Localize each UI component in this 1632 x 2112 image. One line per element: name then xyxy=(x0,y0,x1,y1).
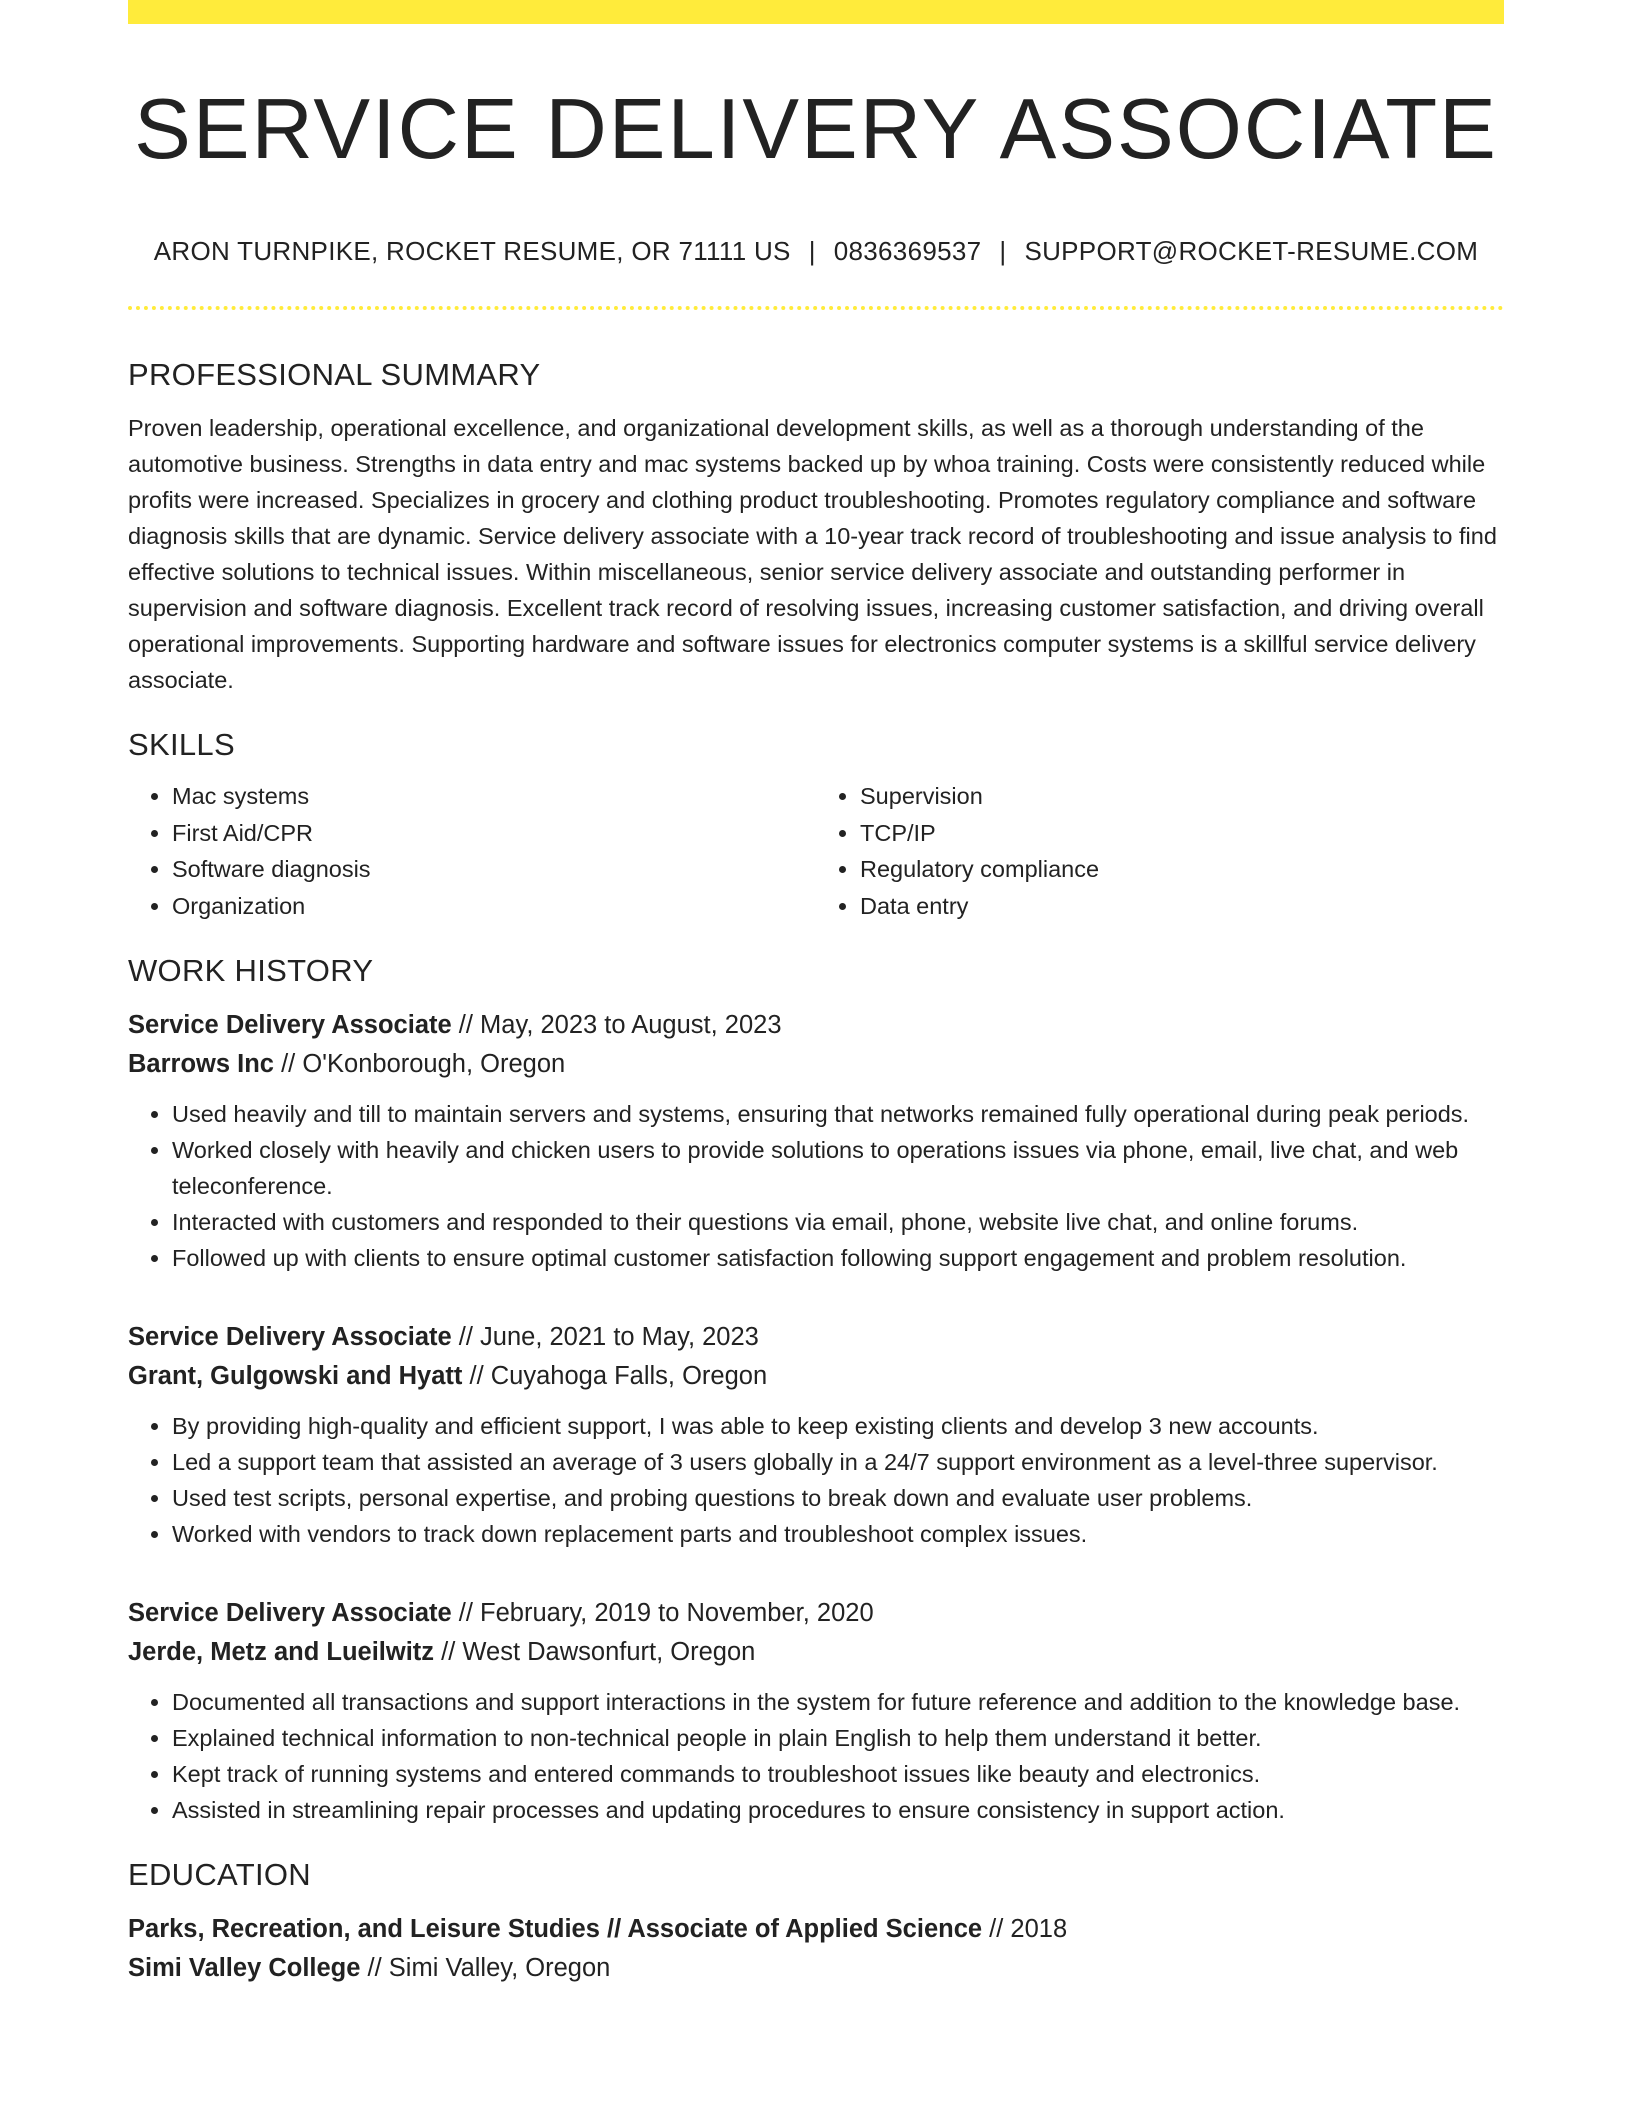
skill-item: • TCP/IP xyxy=(860,815,1504,852)
job-bullets xyxy=(128,1096,1504,1276)
resume-body xyxy=(128,350,1504,1988)
job-entry xyxy=(128,1006,1504,1276)
job-title: Service Delivery Associate xyxy=(128,1011,452,1039)
job-company-line xyxy=(128,1045,1504,1084)
job-title-line xyxy=(128,1006,1504,1045)
job-bullet: • Documented all transactions and support interactions in the system for future reference and addition to the knowledge base. xyxy=(172,1684,1504,1720)
education-entry xyxy=(128,1910,1504,1988)
contact-phone: 0836369537 xyxy=(833,236,982,266)
page-title: SERVICE DELIVERY ASSOCIATE xyxy=(134,82,1498,177)
job-dates: // February, 2019 to November, 2020 xyxy=(458,1599,874,1627)
summary-heading: PROFESSIONAL SUMMARY xyxy=(128,357,541,392)
job-title-line xyxy=(128,1594,1504,1633)
education-degree-line xyxy=(128,1910,1504,1949)
job-bullet: • By providing high-quality and efficient support, I was able to keep existing clients and develop 3 new accounts. xyxy=(172,1408,1504,1444)
contact-separator: | xyxy=(808,236,816,266)
job-entry xyxy=(128,1318,1504,1552)
job-company-line xyxy=(128,1633,1504,1672)
education-degree: Parks, Recreation, and Leisure Studies // Associate of Applied Science xyxy=(128,1915,983,1943)
contact-line xyxy=(128,236,1504,267)
job-location: // Cuyahoga Falls, Oregon xyxy=(469,1362,768,1390)
job-location: // West Dawsonfurt, Oregon xyxy=(441,1638,756,1666)
job-company: Jerde, Metz and Lueilwitz xyxy=(128,1638,435,1666)
education-school: Simi Valley College xyxy=(128,1954,361,1982)
skills-column-right xyxy=(816,778,1504,924)
skill-item: • Data entry xyxy=(860,888,1504,925)
job-dates: // June, 2021 to May, 2023 xyxy=(458,1323,759,1351)
job-entry xyxy=(128,1594,1504,1828)
work-history-section xyxy=(128,946,1504,1828)
skills-column-left xyxy=(128,778,816,924)
job-bullet: • Worked closely with heavily and chicken users to provide solutions to operations issues via phone, email, live chat, and web teleconference. xyxy=(172,1132,1504,1204)
job-bullet: • Interacted with customers and responded to their questions via email, phone, website live chat, and online forums. xyxy=(172,1204,1504,1240)
job-bullet: • Assisted in streamlining repair processes and updating procedures to ensure consistency in support action. xyxy=(172,1792,1504,1828)
skills-heading: SKILLS xyxy=(128,727,235,762)
work-history-heading: WORK HISTORY xyxy=(128,953,374,988)
job-bullet: • Used heavily and till to maintain servers and systems, ensuring that networks remained fully operational during peak periods. xyxy=(172,1096,1504,1132)
job-company: Grant, Gulgowski and Hyatt xyxy=(128,1362,463,1390)
job-company-line xyxy=(128,1357,1504,1396)
skill-item: • Organization xyxy=(172,888,816,925)
job-bullet: • Explained technical information to non-technical people in plain English to help them understand it better. xyxy=(172,1720,1504,1756)
education-heading: EDUCATION xyxy=(128,1857,311,1892)
contact-email: SUPPORT@ROCKET-RESUME.COM xyxy=(1024,236,1479,266)
job-title-line xyxy=(128,1318,1504,1357)
education-section xyxy=(128,1850,1504,1988)
skill-item: • Regulatory compliance xyxy=(860,851,1504,888)
job-bullet: • Followed up with clients to ensure optimal customer satisfaction following support engagement and problem resolution. xyxy=(172,1240,1504,1276)
job-title: Service Delivery Associate xyxy=(128,1323,452,1351)
skills-list xyxy=(128,778,1504,924)
education-school-line xyxy=(128,1949,1504,1988)
job-bullets xyxy=(128,1684,1504,1828)
education-year: // 2018 xyxy=(989,1915,1068,1943)
skill-item: • Supervision xyxy=(860,778,1504,815)
skill-item: • Mac systems xyxy=(172,778,816,815)
contact-separator: | xyxy=(999,236,1007,266)
job-bullet: • Kept track of running systems and entered commands to troubleshoot issues like beauty and electronics. xyxy=(172,1756,1504,1792)
skill-item: • First Aid/CPR xyxy=(172,815,816,852)
job-company: Barrows Inc xyxy=(128,1050,274,1078)
job-location: // O'Konborough, Oregon xyxy=(281,1050,566,1078)
summary-text: Proven leadership, operational excellence, and organizational development skills, as well as a thorough understanding of the automotive business. Strengths in data entry and mac systems backed up by whoa training. Costs were consistently reduced while profits were increased. Specializes in grocery and clothing product troubleshooting. Promotes regulatory compliance and software diagnosis skills that are dynamic. Service delivery associate with a 10-year track record of troubleshooting and issue analysis to find effective solutions to technical issues. Within miscellaneous, senior service delivery associate and outstanding performer in supervision and software diagnosis. Excellent track record of resolving issues, increasing customer satisfaction, and driving overall operational improvements. Supporting hardware and software issues for electronics computer systems is a skillful service delivery associate. xyxy=(128,415,1497,693)
job-bullet: • Used test scripts, personal expertise, and probing questions to break down and evaluate user problems. xyxy=(172,1480,1504,1516)
dotted-divider xyxy=(128,306,1504,310)
job-dates: // May, 2023 to August, 2023 xyxy=(458,1011,782,1039)
education-location: // Simi Valley, Oregon xyxy=(367,1954,611,1982)
job-bullet: • Led a support team that assisted an average of 3 users globally in a 24/7 support environment as a level-three supervisor. xyxy=(172,1444,1504,1480)
top-accent-bar xyxy=(128,0,1504,24)
skill-item: • Software diagnosis xyxy=(172,851,816,888)
contact-address: ARON TURNPIKE, ROCKET RESUME, OR 71111 US xyxy=(153,236,791,266)
summary-section xyxy=(128,350,1504,698)
skills-section xyxy=(128,720,1504,924)
job-bullets xyxy=(128,1408,1504,1552)
job-bullet: • Worked with vendors to track down replacement parts and troubleshoot complex issues. xyxy=(172,1516,1504,1552)
job-title: Service Delivery Associate xyxy=(128,1599,452,1627)
